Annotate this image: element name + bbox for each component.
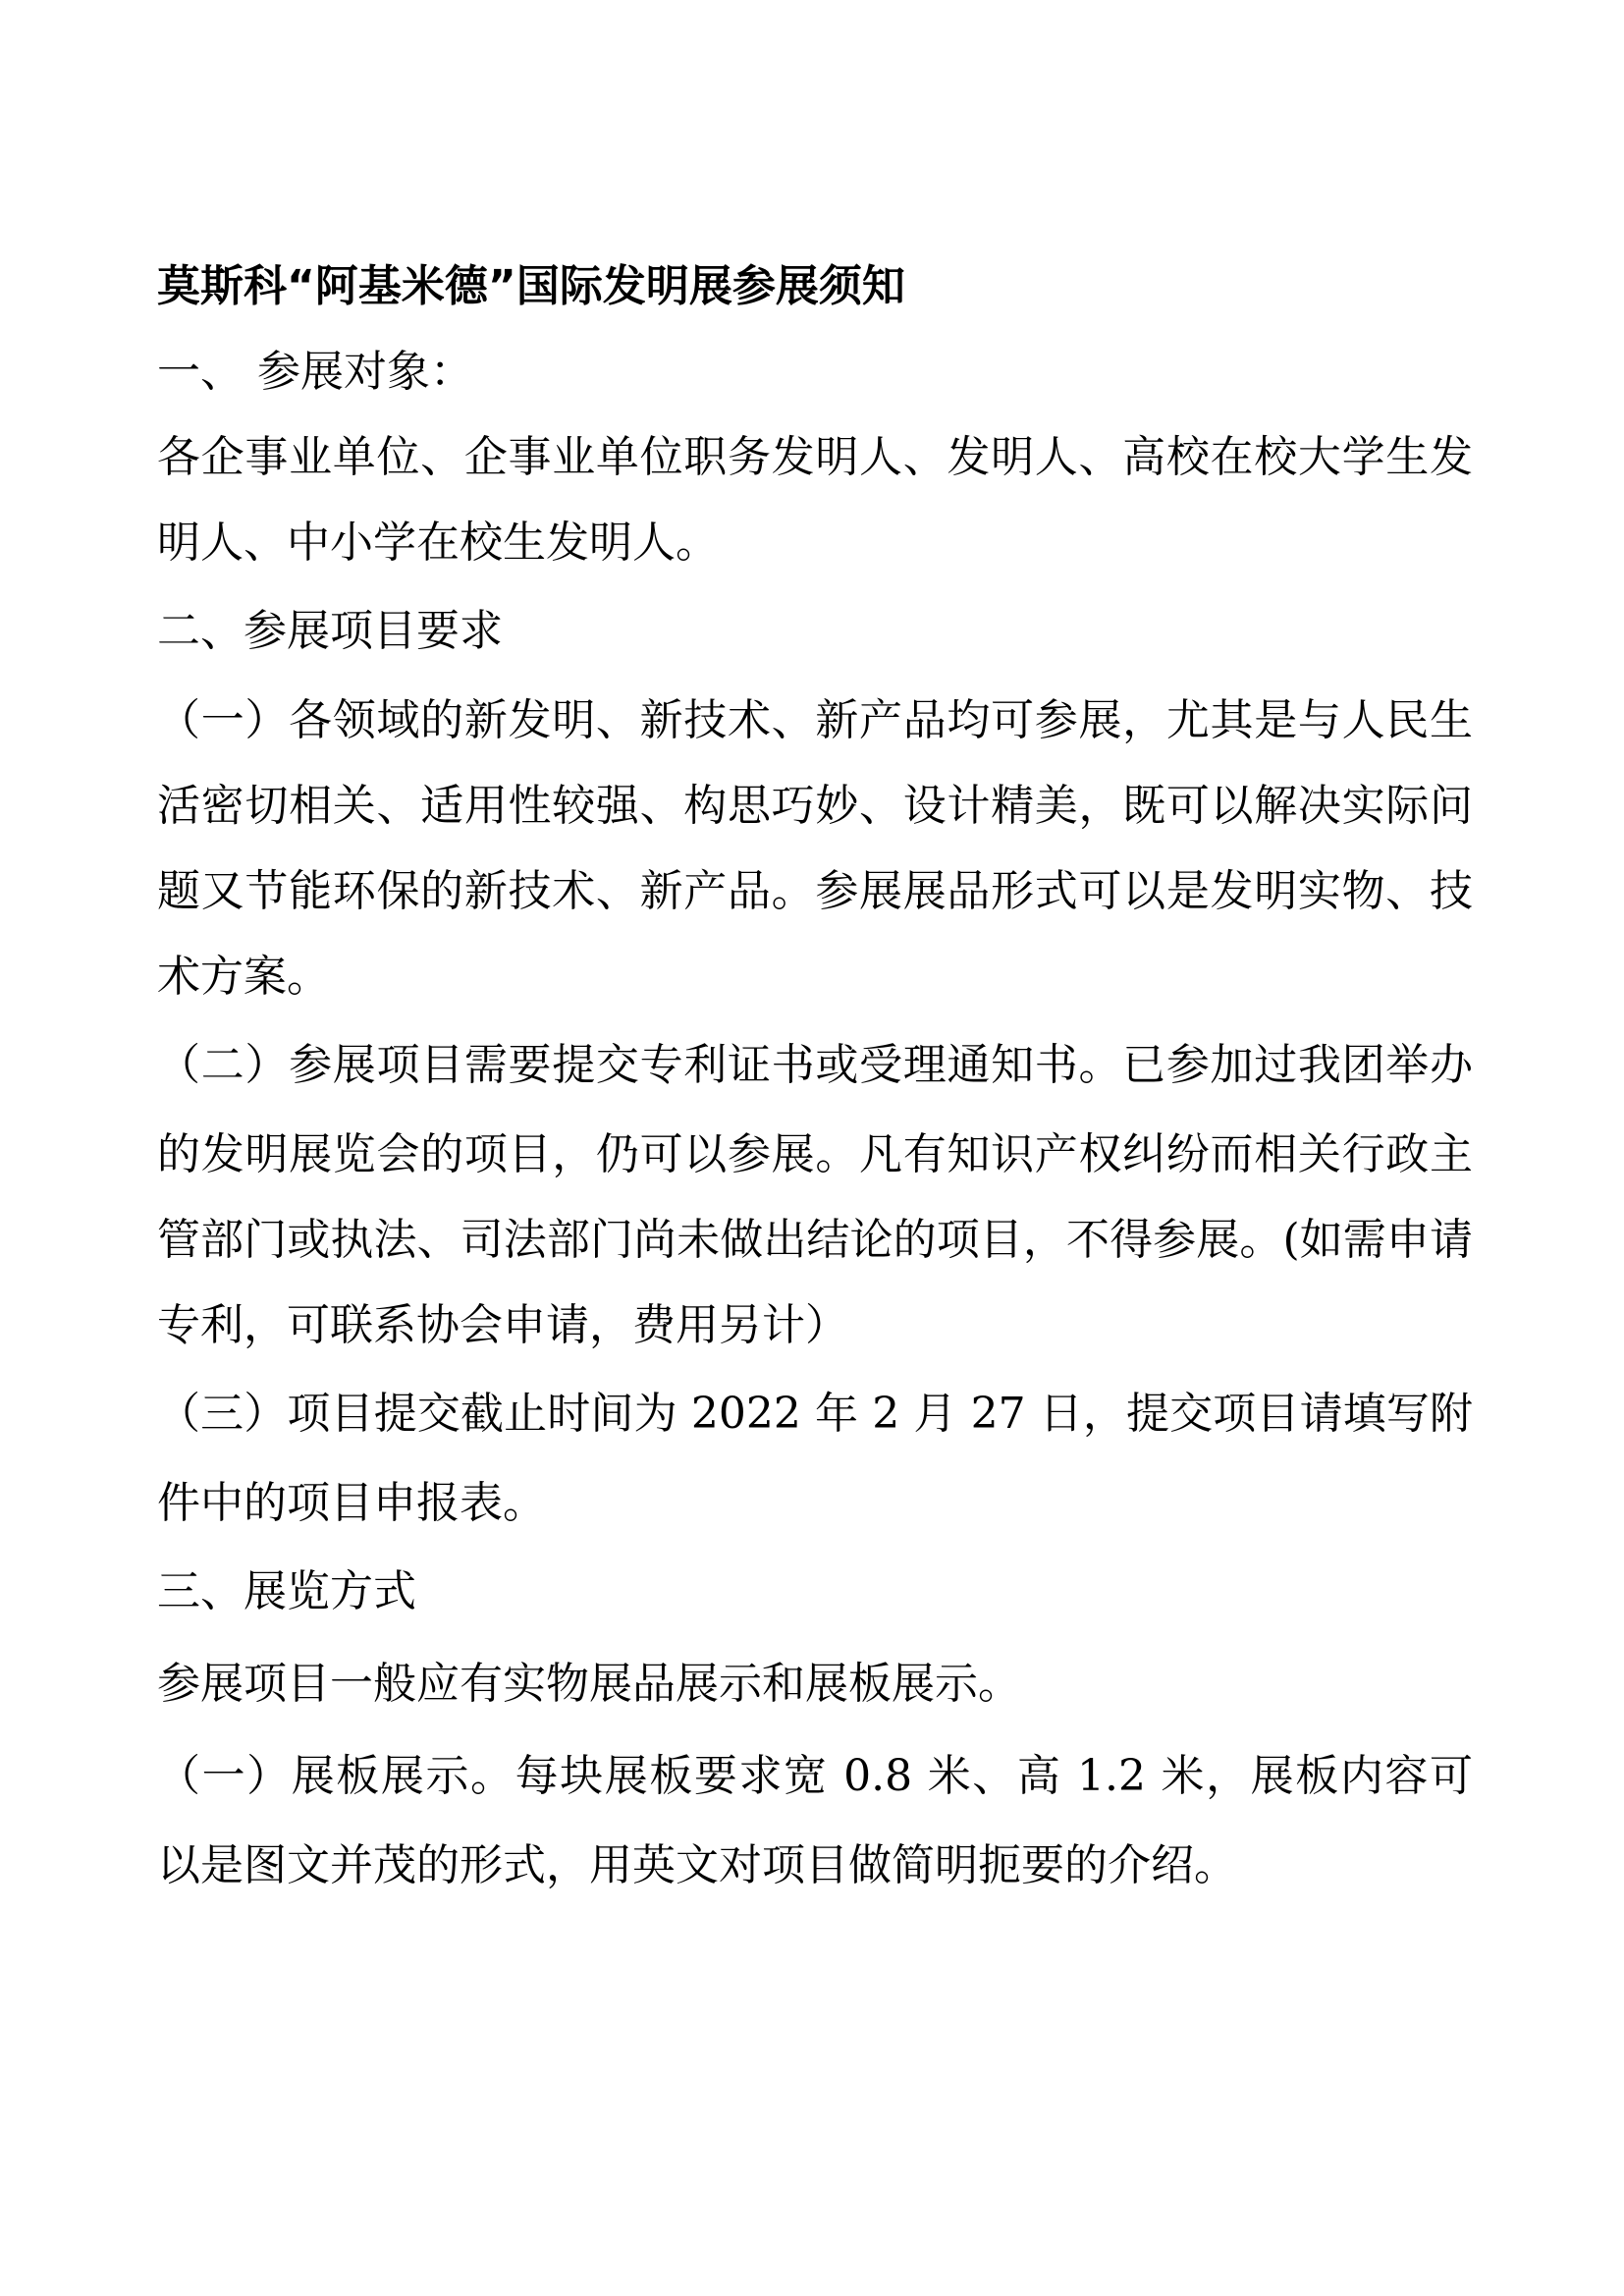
paragraph-line: 明人、中小学在校生发明人。 — [157, 518, 719, 568]
paragraph-line: 术方案。 — [157, 952, 330, 1002]
paragraph-line: 的发明展览会的项目，仍可以参展。凡有知识产权纠纷而相关行政主 — [157, 1129, 1473, 1179]
paragraph-line: 各企事业单位、企事业单位职务发明人、发明人、高校在校大学生发 — [157, 432, 1473, 482]
paragraph-line: 以是图文并茂的形式，用英文对项目做简明扼要的介绍。 — [157, 1840, 1237, 1890]
paragraph-line: 件中的项目申报表。 — [157, 1478, 546, 1528]
paragraph-line: 专利，可联系协会申请，费用另计） — [157, 1300, 848, 1350]
paragraph-line: 题又节能环保的新技术、新产品。参展展品形式可以是发明实物、技 — [157, 866, 1473, 916]
section-heading-project-requirements: 二、参展项目要求 — [157, 606, 503, 656]
section-heading-exhibition-method: 三、展览方式 — [157, 1566, 416, 1616]
section-heading-participants: 一、 参展对象： — [157, 347, 473, 397]
paragraph-line: 管部门或执法、司法部门尚未做出结论的项目，不得参展。(如需申请 — [157, 1215, 1473, 1265]
document-body — [157, 244, 1473, 1908]
document-title: 莫斯科“阿基米德”国际发明展参展须知 — [157, 261, 905, 311]
paragraph-line: （一）展板展示。每块展板要求宽 0.8 米、高 1.2 米，展板内容可 — [157, 1751, 1473, 1801]
paragraph-line: 参展项目一般应有实物展品展示和展板展示。 — [157, 1659, 1021, 1709]
paragraph-line: （一）各领域的新发明、新技术、新产品均可参展，尤其是与人民生 — [157, 695, 1473, 745]
paragraph-line: （二）参展项目需要提交专利证书或受理通知书。已参加过我团举办 — [157, 1040, 1473, 1090]
paragraph-line: 活密切相关、适用性较强、构思巧妙、设计精美，既可以解决实际问 — [157, 781, 1473, 831]
paragraph-line: （三）项目提交截止时间为 2022 年 2 月 27 日，提交项目请填写附 — [157, 1389, 1473, 1439]
